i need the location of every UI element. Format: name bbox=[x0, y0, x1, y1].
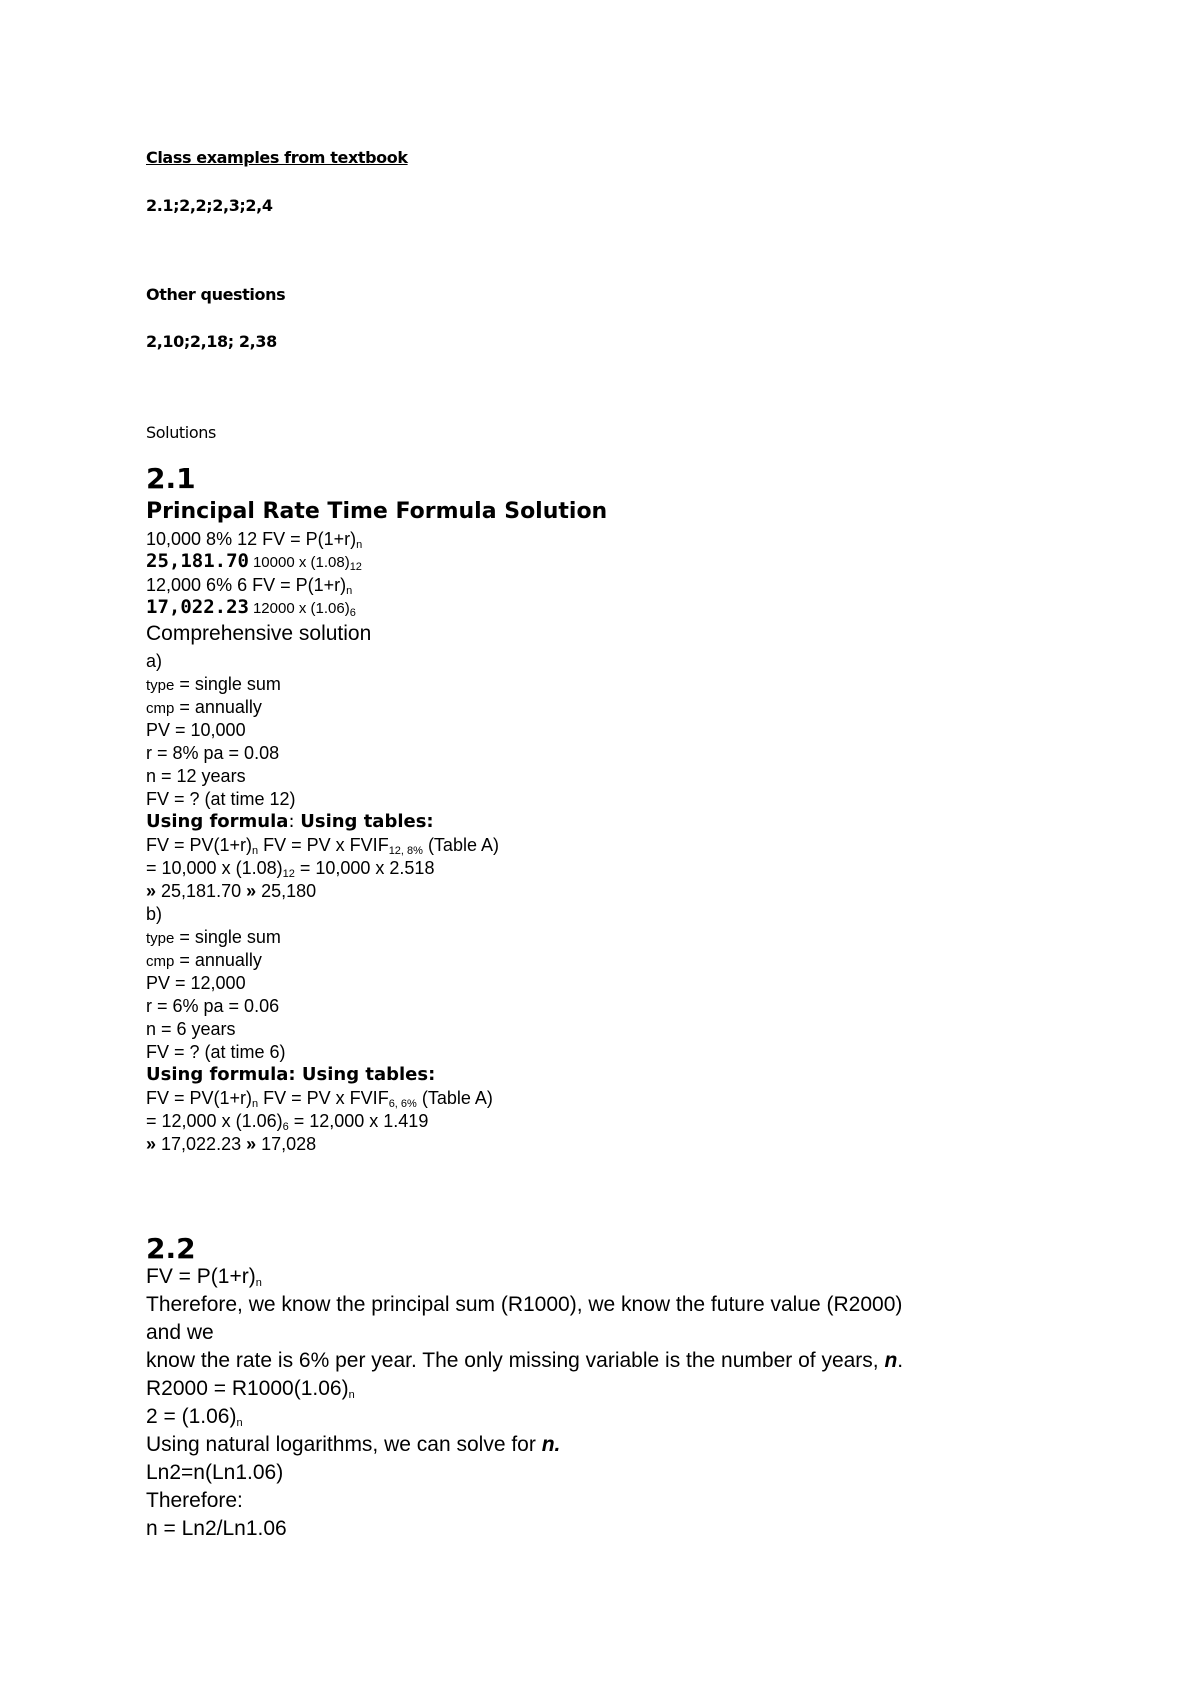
s22-eq-1: $R2000 = R1000(1.06)_n$ bbox=[146, 1377, 355, 1401]
row2-result: 17,022.23 12000 x $(1.06)_6$ bbox=[146, 596, 356, 619]
a-cmp: cmp = annually bbox=[146, 697, 262, 717]
a-n: n = 12 years bbox=[146, 766, 246, 786]
other-questions-list: 2,10;2,18; 2,38 bbox=[146, 332, 277, 351]
table-header: Principal Rate Time Formula Solution bbox=[146, 499, 608, 524]
class-examples-list: 2.1;2,2;2,3;2,4 bbox=[146, 196, 273, 215]
b-formula-2: = 12,000 x $(1.06)_6 = 12,000$ x 1.419 bbox=[146, 1111, 429, 1133]
section-2-2-heading: 2.2 bbox=[146, 1232, 196, 1265]
s22-eq-3: Ln2=n(Ln1.06) bbox=[146, 1461, 284, 1484]
s22-line-4: Using natural logarithms, we can solve for n. bbox=[146, 1433, 561, 1456]
b-rate: r = 6% pa = 0.06 bbox=[146, 996, 280, 1016]
b-formula-1: FV = $PV(1+r)_n$ FV = PV x $FVIF_{6, 6\%}$ (Table A) bbox=[146, 1088, 493, 1110]
other-questions-title: Other questions bbox=[146, 285, 286, 304]
b-using: Using formula: Using tables: bbox=[146, 1064, 436, 1085]
s22-eq-2: $2 = (1.06)_n$ bbox=[146, 1405, 243, 1429]
section-2-1-heading: 2.1 bbox=[146, 462, 196, 495]
a-formula-2: = 10,000 x $(1.08)_{12} = 10,000$ x 2.518 bbox=[146, 858, 435, 880]
class-examples-title: Class examples from textbook bbox=[146, 148, 408, 167]
s22-formula: FV = $P(1+r)_n$ bbox=[146, 1265, 262, 1289]
a-type: type = single sum bbox=[146, 674, 281, 694]
b-pv: PV = 12,000 bbox=[146, 973, 246, 993]
s22-eq-4: n = Ln2/Ln1.06 bbox=[146, 1517, 287, 1540]
b-type: type = single sum bbox=[146, 927, 281, 947]
a-fv: FV = ? (at time 12) bbox=[146, 789, 296, 809]
part-b-label: b) bbox=[146, 904, 163, 924]
row2-inputs: 12,000 6% 6 FV = $P(1+r)_n$ bbox=[146, 575, 353, 597]
s22-line-2: and we bbox=[146, 1321, 214, 1344]
b-cmp: cmp = annually bbox=[146, 950, 262, 970]
s22-line-3: know the rate is 6% per year. The only missing variable is the number of years, n. bbox=[146, 1349, 904, 1372]
comprehensive-solution: Comprehensive solution bbox=[146, 622, 372, 645]
b-fv: FV = ? (at time 6) bbox=[146, 1042, 286, 1062]
b-formula-3: » 17,022.23 » 17,028 bbox=[146, 1134, 317, 1154]
part-a-label: a) bbox=[146, 651, 163, 671]
a-formula-1: FV = $PV(1+r)_n$ FV = PV x $FVIF_{12, 8\%}$ (Table A) bbox=[146, 835, 499, 857]
s22-therefore: Therefore: bbox=[146, 1489, 243, 1512]
row1-result: 25,181.70 10000 x $(1.08)_{12}$ bbox=[146, 550, 362, 573]
s22-line-1: Therefore, we know the principal sum (R1000), we know the future value (R2000) bbox=[146, 1293, 903, 1316]
a-formula-3: » 25,181.70 » 25,180 bbox=[146, 881, 317, 901]
a-pv: PV = 10,000 bbox=[146, 720, 246, 740]
b-n: n = 6 years bbox=[146, 1019, 236, 1039]
row1-inputs: 10,000 8% 12 FV = $P(1+r)_n$ bbox=[146, 529, 363, 551]
a-rate: r = 8% pa = 0.08 bbox=[146, 743, 280, 763]
a-using: Using formula: Using tables: bbox=[146, 811, 434, 832]
solutions-label: Solutions bbox=[146, 423, 216, 442]
